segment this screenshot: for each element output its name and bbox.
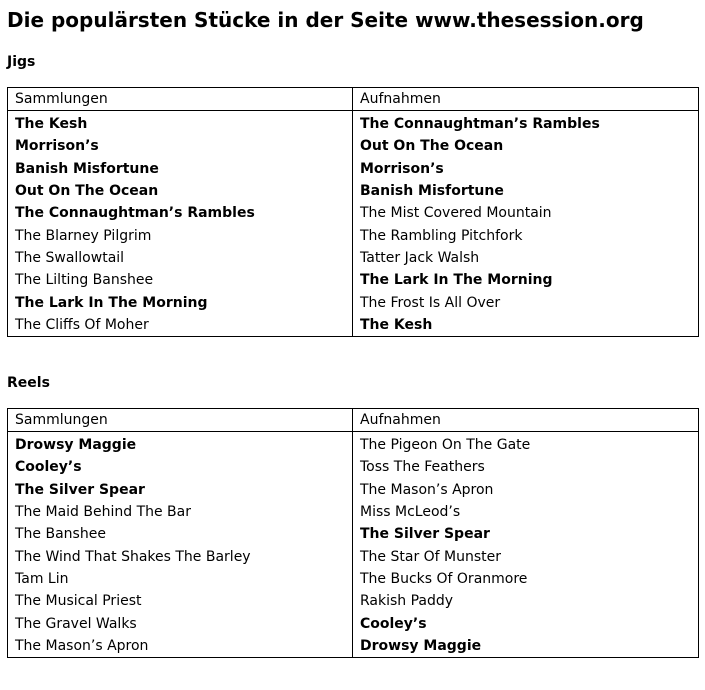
tune-cell-aufnahmen: Cooley’s	[353, 612, 699, 634]
table-row	[8, 501, 699, 523]
tune-cell-sammlungen: The Gravel Walks	[8, 612, 353, 634]
tune-cell-sammlungen: The Lilting Banshee	[8, 269, 353, 291]
table-row	[8, 479, 699, 501]
tune-cell-aufnahmen: The Mist Covered Mountain	[353, 202, 699, 224]
tune-cell-sammlungen: Out On The Ocean	[8, 180, 353, 202]
tune-cell-aufnahmen: The Rambling Pitchfork	[353, 224, 699, 246]
tune-cell-sammlungen: The Blarney Pilgrim	[8, 224, 353, 246]
tune-cell-aufnahmen: The Pigeon On The Gate	[353, 432, 699, 457]
tune-cell-sammlungen: The Kesh	[8, 111, 353, 136]
tune-cell-sammlungen: The Mason’s Apron	[8, 635, 353, 658]
tune-cell-aufnahmen: The Bucks Of Oranmore	[353, 568, 699, 590]
tune-cell-aufnahmen: The Mason’s Apron	[353, 479, 699, 501]
tune-cell-sammlungen: The Wind That Shakes The Barley	[8, 545, 353, 567]
table-row	[8, 224, 699, 246]
table-row	[8, 202, 699, 224]
tune-cell-aufnahmen: Miss McLeod’s	[353, 501, 699, 523]
column-header-sammlungen: Sammlungen	[8, 409, 353, 432]
table-row	[8, 135, 699, 157]
table-row	[8, 635, 699, 658]
tune-cell-aufnahmen: Drowsy Maggie	[353, 635, 699, 658]
table-row	[8, 247, 699, 269]
tune-cell-aufnahmen: The Lark In The Morning	[353, 269, 699, 291]
tune-cell-aufnahmen: The Kesh	[353, 314, 699, 337]
tune-cell-sammlungen: The Lark In The Morning	[8, 291, 353, 313]
table-row	[8, 523, 699, 545]
tune-cell-sammlungen: The Connaughtman’s Rambles	[8, 202, 353, 224]
tune-cell-sammlungen: Tam Lin	[8, 568, 353, 590]
tune-cell-sammlungen: Cooley’s	[8, 456, 353, 478]
table-row	[8, 314, 699, 337]
table-row	[8, 111, 699, 136]
table-row	[8, 545, 699, 567]
tune-cell-aufnahmen: Morrison’s	[353, 158, 699, 180]
tune-cell-aufnahmen: Banish Misfortune	[353, 180, 699, 202]
tune-cell-sammlungen: The Swallowtail	[8, 247, 353, 269]
table-row	[8, 456, 699, 478]
tune-cell-aufnahmen: Tatter Jack Walsh	[353, 247, 699, 269]
table-row	[8, 432, 699, 457]
jigs-table	[7, 87, 699, 337]
tune-cell-sammlungen: Drowsy Maggie	[8, 432, 353, 457]
tune-cell-sammlungen: The Musical Priest	[8, 590, 353, 612]
tune-cell-aufnahmen: The Silver Spear	[353, 523, 699, 545]
column-header-sammlungen: Sammlungen	[8, 88, 353, 111]
table-row	[8, 590, 699, 612]
table-row	[8, 180, 699, 202]
tune-cell-sammlungen: Morrison’s	[8, 135, 353, 157]
tune-cell-sammlungen: The Cliffs Of Moher	[8, 314, 353, 337]
reels-table	[7, 408, 699, 658]
table-row	[8, 568, 699, 590]
tune-cell-aufnahmen: The Star Of Munster	[353, 545, 699, 567]
page-title: Die populärsten Stücke in der Seite www.thesession.org	[7, 8, 644, 32]
jigs-table-body	[8, 111, 699, 337]
table-row	[8, 291, 699, 313]
reels-table-body	[8, 432, 699, 658]
table-header-row	[8, 409, 699, 432]
column-header-aufnahmen: Aufnahmen	[353, 409, 699, 432]
tune-cell-aufnahmen: Toss The Feathers	[353, 456, 699, 478]
table-row	[8, 612, 699, 634]
tune-cell-sammlungen: The Maid Behind The Bar	[8, 501, 353, 523]
tune-cell-sammlungen: The Silver Spear	[8, 479, 353, 501]
tune-cell-aufnahmen: The Connaughtman’s Rambles	[353, 111, 699, 136]
tune-cell-sammlungen: Banish Misfortune	[8, 158, 353, 180]
tune-cell-sammlungen: The Banshee	[8, 523, 353, 545]
section-heading-reels: Reels	[7, 375, 50, 391]
tune-cell-aufnahmen: Out On The Ocean	[353, 135, 699, 157]
table-row	[8, 269, 699, 291]
tune-cell-aufnahmen: The Frost Is All Over	[353, 291, 699, 313]
column-header-aufnahmen: Aufnahmen	[353, 88, 699, 111]
section-heading-jigs: Jigs	[7, 54, 36, 70]
table-row	[8, 158, 699, 180]
tune-cell-aufnahmen: Rakish Paddy	[353, 590, 699, 612]
table-header-row	[8, 88, 699, 111]
